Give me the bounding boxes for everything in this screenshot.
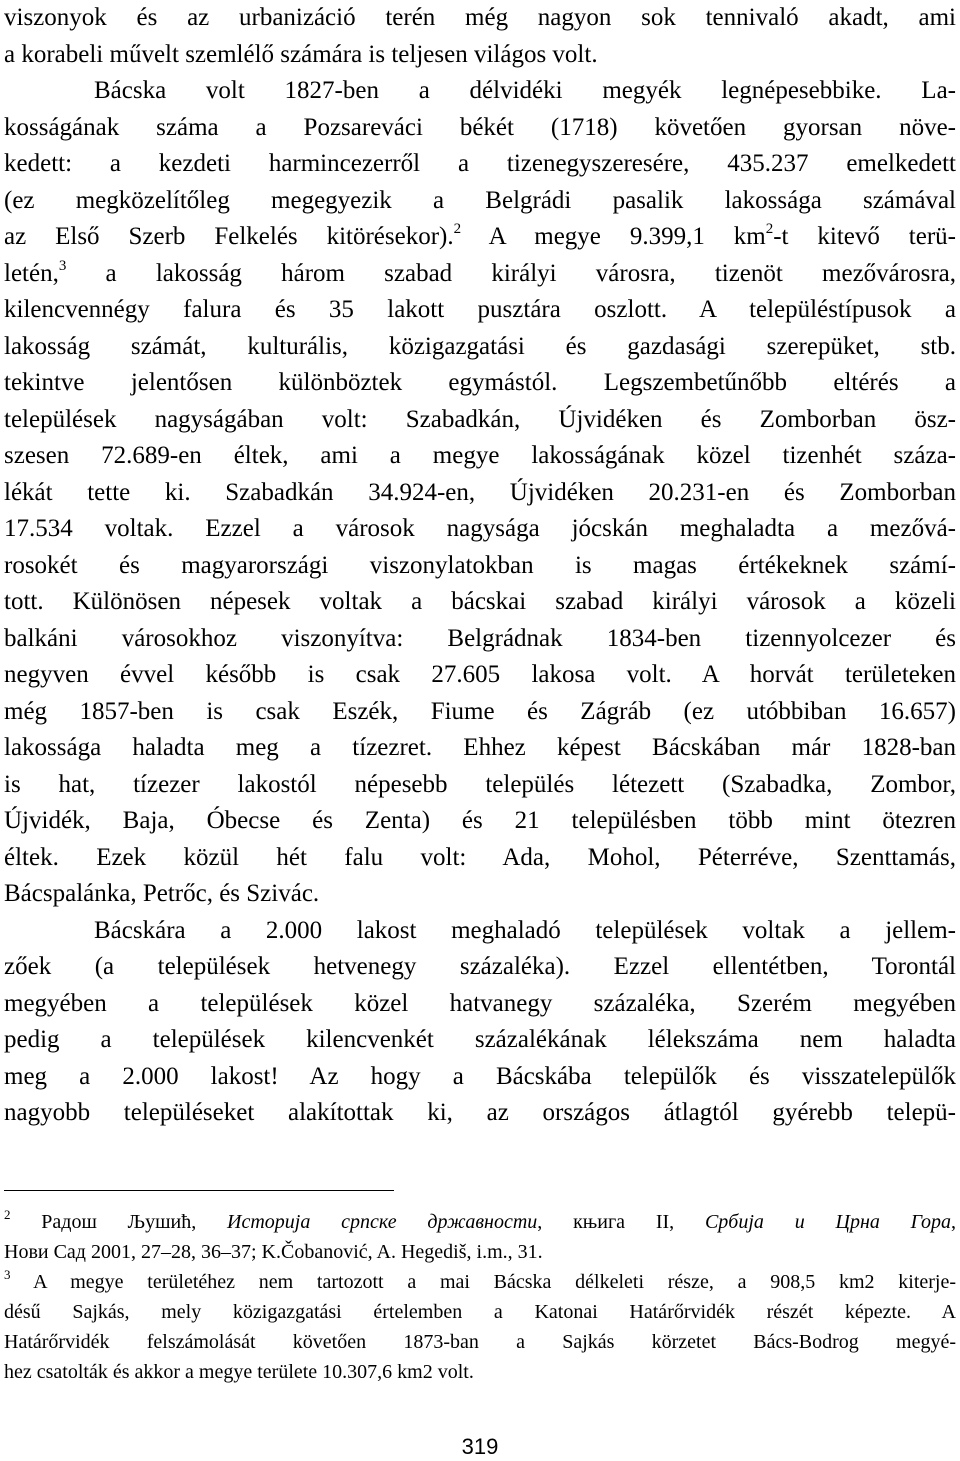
footnotes [4, 1207, 956, 1387]
footnote-3-line: hez csatolták és akkor a megye területe 10.307,6 km2 volt. [4, 1361, 474, 1383]
text-line: Bácska volt 1827-ben a délvidéki megyék legnépesebbike. La- [94, 77, 956, 104]
text-line: rosokét és magyarországi viszonylatokban is magas értékeknek számí- [4, 551, 956, 579]
footnote-title: Историја српске државности [227, 1211, 538, 1233]
text-span: -t kitevő terü- [773, 223, 956, 250]
text-line: Újvidék, Baja, Óbecse és Zenta) és 21 településben több mint ötezren [4, 807, 956, 834]
footnote-2-line: Нови Сад 2001, 27–28, 36–37; K.Čobanović, A. Hegediš, i.m., 31. [4, 1241, 543, 1263]
text-line: zőek (a települések hetvenegy százaléka). Ezzel ellentétben, Torontál [4, 953, 956, 980]
text-line: még 1857-ben is csak Eszék, Fiume és Zágráb (ez utóbbiban 16.657) [4, 697, 956, 725]
footnote-text: A megye területéhez nem tartozott a mai Bácska délkeleti része, a 908,5 km2 kiterje- [33, 1271, 956, 1293]
text-span: letén, [4, 259, 59, 287]
text-line: 17.534 voltak. Ezzel a városok nagysága jócskán meghaladta a mezővá- [4, 515, 956, 542]
text-line [4, 219, 956, 256]
text-line: viszonyok és az urbanizáció terén még nagyon sok tennivaló akadt, ami [4, 4, 956, 31]
page-number: 319 [461, 1434, 499, 1459]
text-span: a lakosság három szabad királyi városra, tizenöt mezővárosra, [105, 259, 956, 287]
text-line: megyében a települések közel hatvanegy százaléka, Szerém megyében [4, 989, 956, 1017]
text-line: tott. Különösen népesek voltak a bácskai szabad királyi városok a közeli [4, 588, 956, 615]
text-line: lékát tette ki. Szabadkán 34.924-en, Újvidéken 20.231-en és Zomborban [4, 478, 956, 506]
footnote-3-line: Határőrvidék felszámolását követően 1873-ban a Sajkás körzetet Bács-Bodrog megyé- [4, 1331, 956, 1353]
text-line: kosságának száma a Pozsareváci békét (1718) követően gyorsan növe- [4, 113, 956, 141]
text-line: éltek. Ezek közül hét falu volt: Ada, Mohol, Péterréve, Szenttamás, [4, 843, 956, 871]
footnote-subtitle: Србија и Црна Гора [704, 1211, 952, 1233]
footnote-3 [4, 1267, 956, 1297]
text-line: nagyobb településeket alakítottak ki, az országos átlagtól gyérebb telepü- [4, 1099, 956, 1126]
text-line: települések nagyságában volt: Szabadkán, Újvidéken és Zomborban ösz- [4, 405, 956, 433]
text-line: pedig a települések kilencvenkét százalékának lélekszáma nem haladta [4, 1026, 956, 1053]
text-line: (ez megközelítőleg megegyezik a Belgrádi pasalik lakossága számával [4, 186, 956, 214]
footnote-mark: 2 [4, 1207, 11, 1222]
superscript: 2 [765, 221, 774, 237]
text-line: lakosság számát, kulturális, közigazgatási és gazdasági szerepüket, stb. [4, 332, 956, 360]
text-line: balkáni városokhoz viszonyítva: Belgrádnak 1834-ben tizennyolcezer és [4, 624, 956, 652]
text-line: lakossága haladta meg a tízezret. Ehhez képest Bácskában már 1828-ban [4, 734, 956, 761]
text-line [4, 256, 956, 293]
text-line: is hat, tízezer lakostól népesebb település létezett (Szabadka, Zombor, [4, 770, 956, 798]
text-line: Bácspalánka, Petrőc, és Szivác. [4, 880, 320, 907]
footnote-punct: , [951, 1211, 956, 1233]
text-line: Bácskára a 2.000 lakost meghaladó települések voltak a jellem- [94, 916, 956, 944]
text-line: meg a 2.000 lakost! Az hogy a Bácskába települők és visszatelepülők [4, 1062, 956, 1090]
footnote-2 [4, 1207, 956, 1237]
text-line: szesen 72.689-en éltek, ami a megye lakosságának közel tizenhét száza- [4, 442, 956, 469]
footnote-mark: 3 [4, 1267, 11, 1282]
text-line: kedett: a kezdeti harmincezerről a tizenegyszeresére, 435.237 emelkedett [4, 150, 956, 177]
text-span: A megye 9.399,1 km [488, 223, 766, 250]
footnote-ref-3: 3 [58, 257, 67, 274]
text-span: az Első Szerb Felkelés kitörésekor). [4, 223, 454, 250]
footnote-3-line: désű Sajkás, mely közigazgatási értelemben a Katonai Határőrvidék részét képezte. A [4, 1301, 956, 1323]
footnote-volume: , књига II, [537, 1211, 675, 1233]
footnote-author: Радош Љушић, [41, 1211, 197, 1233]
text-line: kilencvennégy falura és 35 lakott pusztára oszlott. A településtípusok a [4, 296, 956, 323]
footnote-separator [4, 1190, 394, 1191]
body-text [4, 0, 956, 1132]
text-line: a korabeli művelt szemlélő számára is teljesen világos volt. [4, 40, 598, 68]
text-line: tekintve jelentősen különböztek egymástól. Legszembetűnőbb eltérés a [4, 369, 956, 396]
footnote-ref-2: 2 [453, 221, 462, 237]
text-line: negyven évvel később is csak 27.605 lakosa volt. A horvát területeken [4, 661, 956, 688]
